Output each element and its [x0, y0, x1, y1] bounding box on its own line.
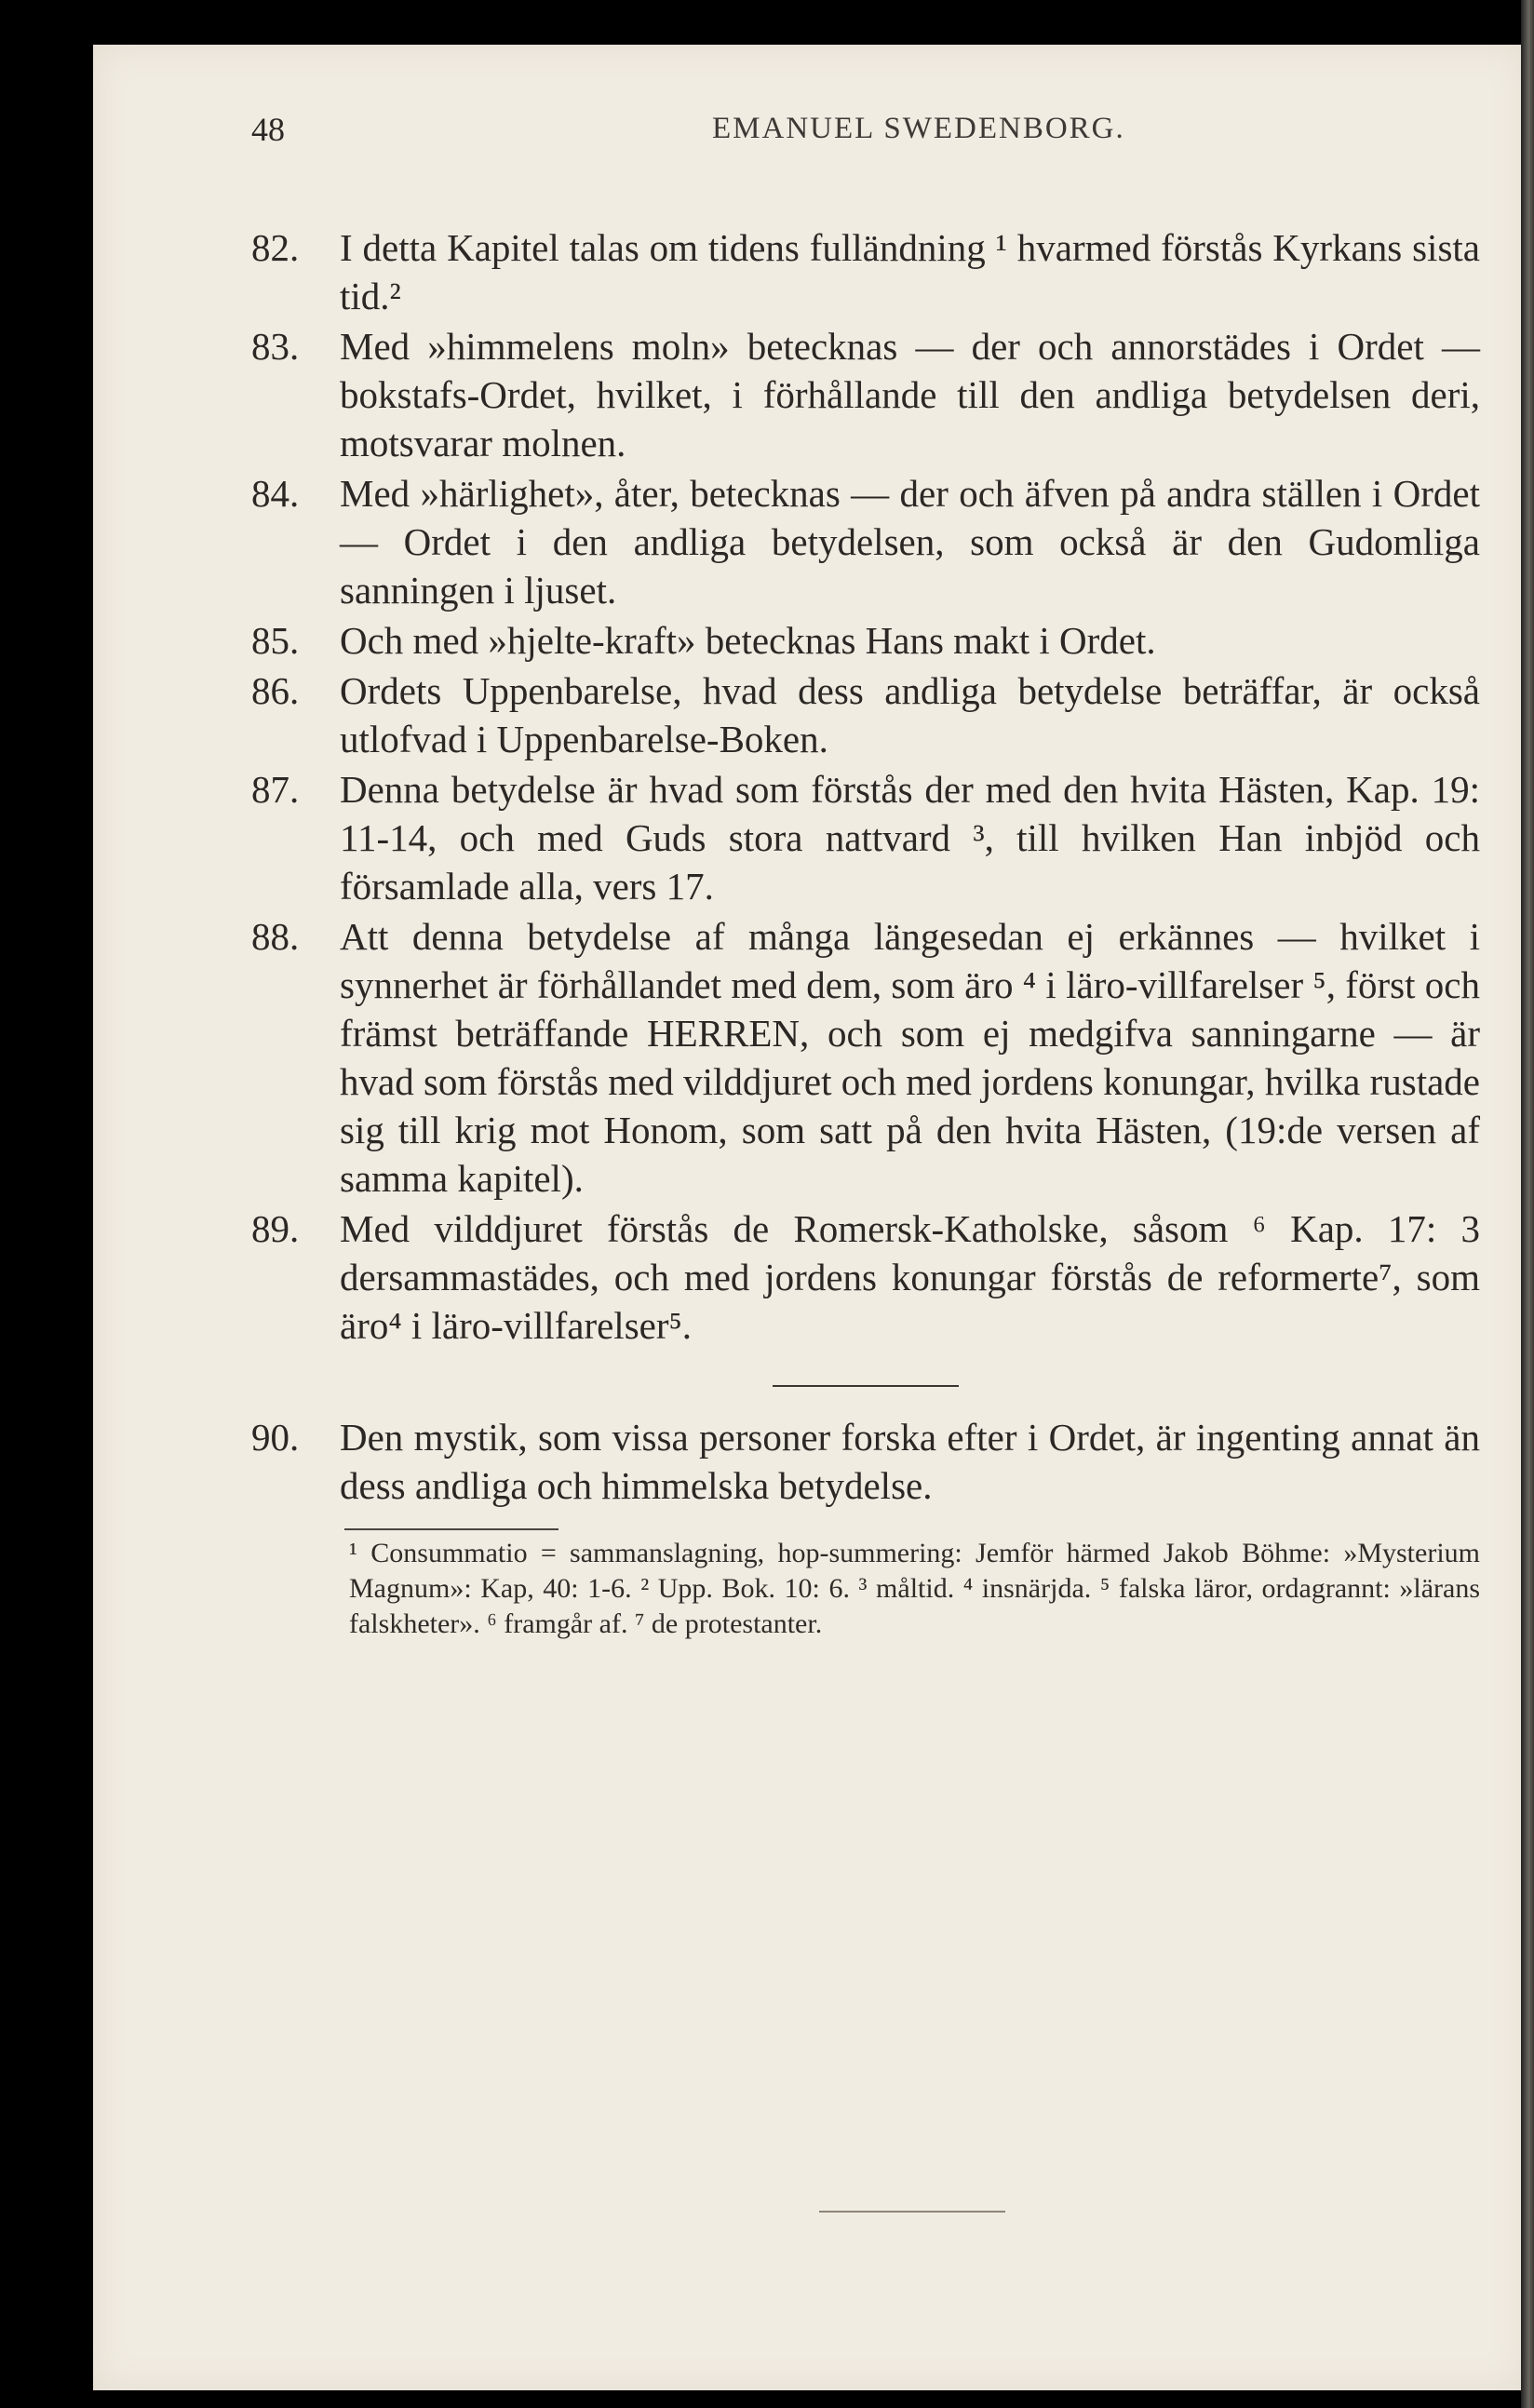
- paragraph-number: 88.: [251, 915, 300, 958]
- paragraph-84: [251, 469, 1480, 614]
- paragraph-text: Den mystik, som vissa personer forska efter i Ordet, är ingenting annat än dess andliga och himmelska betydelse.: [340, 1416, 1480, 1507]
- paragraph-number: 87.: [251, 768, 300, 811]
- paragraph-number: 89.: [251, 1207, 300, 1250]
- end-divider: [819, 2211, 1005, 2213]
- paragraph-text: Och med »hjelte-kraft» betecknas Hans makt i Ordet.: [340, 619, 1156, 662]
- paragraph-text: Ordets Uppenbarelse, hvad dess andliga betydelse beträffar, är också utlofvad i Uppenbarelse-Boken.: [340, 669, 1480, 760]
- paragraph-86: [251, 666, 1480, 763]
- paragraph-number: 86.: [251, 669, 300, 712]
- section-divider: [773, 1385, 959, 1387]
- main-text: [251, 223, 1480, 1512]
- paragraph-text: Med »himmelens moln» betecknas — der och annorstädes i Ordet — bokstafs-Ordet, hvilket, i förhållande till den andliga betydelsen deri, motsvarar molnen.: [340, 325, 1480, 464]
- paragraph-number: 90.: [251, 1416, 300, 1459]
- paragraph-85: [251, 616, 1480, 665]
- paragraph-text: I detta Kapitel talas om tidens fulländning ¹ hvarmed förstås Kyrkans sista tid.²: [340, 226, 1480, 317]
- page-edge: [1521, 0, 1534, 2408]
- paragraph-text: Med »härlighet», åter, betecknas — der och äfven på andra ställen i Ordet — Ordet i den andliga betydelsen, som också är den Gudomliga sanningen i ljuset.: [340, 472, 1480, 612]
- paragraph-87: [251, 765, 1480, 910]
- paragraph-text: Med vilddjuret förstås de Romersk-Katholske, såsom ⁶ Kap. 17: 3 dersammastädes, och med jordens konungar förstås de reformerte⁷, som äro⁴ i läro-villfarelser⁵.: [340, 1207, 1480, 1347]
- page-header: [251, 110, 1182, 166]
- running-title: EMANUEL SWEDENBORG.: [712, 112, 1125, 145]
- footnote-divider: [344, 1528, 558, 1530]
- paragraph-88: [251, 912, 1480, 1203]
- paragraph-number: 84.: [251, 472, 300, 515]
- paragraph-number: 83.: [251, 325, 300, 368]
- paragraph-82: [251, 223, 1480, 320]
- paragraph-text: Denna betydelse är hvad som förstås der med den hvita Hästen, Kap. 19: 11-14, och med Guds stora nattvard ³, till hvilken Han inbjöd och församlade alla, vers 17.: [340, 768, 1480, 908]
- paragraph-text: Att denna betydelse af många längesedan ej erkännes — hvilket i synnerhet är förhållandet med dem, som äro ⁴ i läro-villfarelser ⁵, först och främst beträffande HERREN, och som ej medgifva sanningarne — är hvad som förstås med vilddjuret och med jordens konungar, hvilka rustade sig till krig mot Honom, som satt på den hvita Hästen, (19:de versen af samma kapitel).: [340, 915, 1480, 1200]
- page-number: 48: [251, 111, 285, 148]
- paragraph-89: [251, 1204, 1480, 1350]
- paragraph-83: [251, 322, 1480, 467]
- footnotes: ¹ Consummatio = sammanslagning, hop-summering: Jemför härmed Jakob Böhme: »Mysterium Magnum»: Kap, 40: 1-6. ² Upp. Bok. 10: 6. ³ måltid. ⁴ insnärjda. ⁵ falska läror, ordagrannt: »lärans falskheter». ⁶ framgår af. ⁷ de protestanter.: [349, 1538, 1480, 1639]
- paragraph-number: 82.: [251, 226, 300, 269]
- paragraph-90: [251, 1413, 1480, 1510]
- paragraph-number: 85.: [251, 619, 300, 662]
